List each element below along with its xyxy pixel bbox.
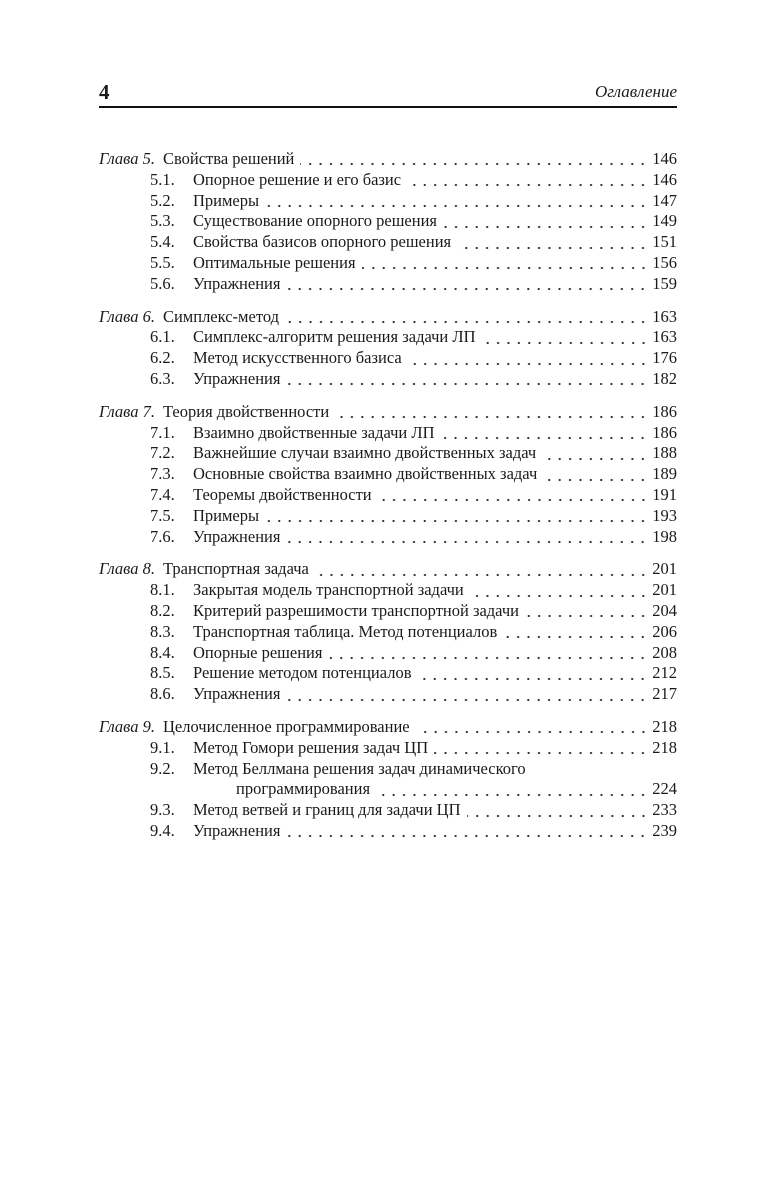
dot-leader bbox=[443, 225, 648, 229]
section-number: 9.4. bbox=[150, 820, 175, 840]
toc-section-entry[interactable] bbox=[99, 684, 677, 705]
toc-section-entry[interactable] bbox=[99, 800, 677, 821]
chapter-page: 201 bbox=[652, 559, 677, 579]
section-number: 5.4. bbox=[150, 232, 175, 252]
toc-chapter-group bbox=[99, 149, 677, 295]
toc-section-entry[interactable] bbox=[99, 211, 677, 232]
section-number: 8.5. bbox=[150, 663, 175, 683]
section-title: Упражнения bbox=[193, 820, 281, 840]
section-number: 8.6. bbox=[150, 684, 175, 704]
section-title: Решение методом потенциалов bbox=[193, 663, 412, 683]
toc-section-entry[interactable] bbox=[99, 738, 677, 759]
section-title: Свойства базисов опорного решения bbox=[193, 232, 452, 252]
section-page: 188 bbox=[652, 443, 677, 463]
toc-chapter-entry[interactable] bbox=[99, 559, 677, 580]
toc-section-entry[interactable] bbox=[99, 506, 677, 527]
running-header bbox=[99, 78, 677, 108]
section-number: 6.1. bbox=[150, 327, 175, 347]
chapter-label: Глава 7. bbox=[99, 401, 155, 421]
section-page: 151 bbox=[652, 232, 677, 252]
section-page: 163 bbox=[652, 327, 677, 347]
section-number: 6.2. bbox=[150, 348, 175, 368]
section-title: Метод Беллмана решения задач динамического bbox=[193, 758, 526, 778]
section-title: Примеры bbox=[193, 190, 260, 210]
dot-leader bbox=[335, 415, 648, 419]
section-number: 9.1. bbox=[150, 737, 175, 757]
toc-section-entry[interactable] bbox=[99, 327, 677, 348]
section-title: Примеры bbox=[193, 505, 260, 525]
section-number: 8.3. bbox=[150, 621, 175, 641]
dot-leader bbox=[286, 698, 648, 702]
chapter-title: Целочисленное программирование bbox=[162, 716, 410, 736]
dot-leader bbox=[470, 594, 649, 598]
chapter-label: Глава 8. bbox=[99, 559, 155, 579]
section-title-continuation: программирования bbox=[236, 779, 371, 799]
section-number: 5.3. bbox=[150, 211, 175, 231]
section-title: Метод Гомори решения задач ЦП bbox=[193, 737, 429, 757]
section-number: 7.5. bbox=[150, 505, 175, 525]
section-page: 201 bbox=[652, 580, 677, 600]
dot-leader bbox=[378, 498, 649, 502]
section-number: 6.3. bbox=[150, 368, 175, 388]
toc-section-entry[interactable] bbox=[99, 527, 677, 548]
toc-section-entry[interactable] bbox=[99, 348, 677, 369]
toc-chapter-entry[interactable] bbox=[99, 307, 677, 328]
section-number: 7.1. bbox=[150, 422, 175, 442]
toc-chapter-group bbox=[99, 402, 677, 548]
toc-chapter-entry[interactable] bbox=[99, 717, 677, 738]
section-page: 206 bbox=[652, 621, 677, 641]
section-title: Основные свойства взаимно двойственных задач bbox=[193, 464, 538, 484]
toc-section-entry[interactable] bbox=[99, 423, 677, 444]
section-title: Существование опорного решения bbox=[193, 211, 437, 231]
running-title: Оглавление bbox=[594, 82, 677, 101]
section-title: Симплекс-алгоритм решения задачи ЛП bbox=[193, 327, 476, 347]
toc-chapter-group bbox=[99, 559, 677, 705]
section-number: 9.3. bbox=[150, 800, 175, 820]
section-number: 7.6. bbox=[150, 526, 175, 546]
dot-leader bbox=[285, 320, 648, 324]
section-page: 191 bbox=[652, 484, 677, 504]
dot-leader bbox=[542, 457, 648, 461]
toc-section-entry[interactable] bbox=[99, 643, 677, 664]
toc-section-entry[interactable] bbox=[99, 622, 677, 643]
chapter-title: Теория двойственности bbox=[162, 401, 330, 421]
toc-section-entry[interactable] bbox=[99, 253, 677, 274]
section-page: 239 bbox=[652, 820, 677, 840]
dot-leader bbox=[408, 362, 649, 366]
section-page: 186 bbox=[652, 422, 677, 442]
toc-section-entry[interactable] bbox=[99, 601, 677, 622]
chapter-page: 163 bbox=[652, 306, 677, 326]
section-page: 193 bbox=[652, 505, 677, 525]
dot-leader bbox=[416, 730, 649, 734]
toc-chapter-entry[interactable] bbox=[99, 149, 677, 170]
section-number: 5.6. bbox=[150, 273, 175, 293]
toc-section-entry[interactable] bbox=[99, 485, 677, 506]
toc-section-entry[interactable] bbox=[99, 821, 677, 842]
section-title: Упражнения bbox=[193, 368, 281, 388]
dot-leader bbox=[434, 751, 648, 755]
chapter-label: Глава 5. bbox=[99, 149, 155, 168]
section-title: Метод искусственного базиса bbox=[193, 348, 402, 368]
section-number: 5.5. bbox=[150, 252, 175, 272]
section-title: Упражнения bbox=[193, 273, 281, 293]
section-number: 9.2. bbox=[150, 758, 175, 778]
chapter-page: 186 bbox=[652, 401, 677, 421]
toc-section-continuation[interactable] bbox=[99, 779, 677, 800]
toc-section-entry[interactable] bbox=[99, 663, 677, 684]
dot-leader bbox=[407, 183, 648, 187]
dot-leader bbox=[286, 834, 648, 838]
dot-leader bbox=[525, 614, 648, 618]
toc-section-entry[interactable] bbox=[99, 464, 677, 485]
dot-leader bbox=[440, 436, 648, 440]
section-page: 189 bbox=[652, 464, 677, 484]
toc-section-entry[interactable] bbox=[99, 191, 677, 212]
section-page: 233 bbox=[652, 800, 677, 820]
chapter-page: 146 bbox=[652, 149, 677, 168]
chapter-label: Глава 6. bbox=[99, 306, 155, 326]
dot-leader bbox=[376, 793, 648, 797]
dot-leader bbox=[543, 478, 648, 482]
section-page: 217 bbox=[652, 684, 677, 704]
dot-leader bbox=[286, 287, 648, 291]
toc-section-entry[interactable] bbox=[99, 580, 677, 601]
chapter-title: Свойства решений bbox=[162, 149, 295, 168]
section-page: 149 bbox=[652, 211, 677, 231]
section-page: 224 bbox=[652, 779, 677, 799]
dot-leader bbox=[300, 162, 648, 166]
page-number: 4 bbox=[99, 80, 110, 104]
section-title: Закрытая модель транспортной задачи bbox=[193, 580, 464, 600]
toc-section-entry[interactable] bbox=[99, 232, 677, 253]
toc-chapter-group bbox=[99, 717, 677, 842]
section-number: 8.2. bbox=[150, 600, 175, 620]
dot-leader bbox=[362, 266, 649, 270]
dot-leader bbox=[417, 677, 648, 681]
section-title: Опорные решения bbox=[193, 642, 323, 662]
section-page: 198 bbox=[652, 526, 677, 546]
chapter-title: Транспортная задача bbox=[162, 559, 309, 579]
toc-chapter-group bbox=[99, 307, 677, 390]
section-number: 5.1. bbox=[150, 169, 175, 189]
dot-leader bbox=[457, 246, 648, 250]
section-page: 182 bbox=[652, 368, 677, 388]
section-title: Теоремы двойственности bbox=[193, 484, 372, 504]
section-number: 8.1. bbox=[150, 580, 175, 600]
section-number: 7.2. bbox=[150, 443, 175, 463]
chapter-label: Глава 9. bbox=[99, 716, 155, 736]
section-title: Оптимальные решения bbox=[193, 252, 356, 272]
toc-section-entry[interactable] bbox=[99, 759, 677, 780]
section-title: Важнейшие случаи взаимно двойственных задач bbox=[193, 443, 537, 463]
section-page: 212 bbox=[652, 663, 677, 683]
toc-section-entry[interactable] bbox=[99, 170, 677, 191]
section-page: 208 bbox=[652, 642, 677, 662]
section-title: Транспортная таблица. Метод потенциалов bbox=[193, 621, 498, 641]
section-page: 147 bbox=[652, 190, 677, 210]
section-page: 176 bbox=[652, 348, 677, 368]
section-title: Упражнения bbox=[193, 526, 281, 546]
toc-section-entry[interactable] bbox=[99, 274, 677, 295]
chapter-page: 218 bbox=[652, 716, 677, 736]
section-page: 146 bbox=[652, 169, 677, 189]
section-title: Упражнения bbox=[193, 684, 281, 704]
section-number: 8.4. bbox=[150, 642, 175, 662]
table-of-contents bbox=[99, 149, 677, 854]
section-title: Метод ветвей и границ для задачи ЦП bbox=[193, 800, 461, 820]
dot-leader bbox=[286, 382, 648, 386]
section-number: 5.2. bbox=[150, 190, 175, 210]
section-page: 204 bbox=[652, 600, 677, 620]
dot-leader bbox=[265, 519, 648, 523]
dot-leader bbox=[328, 656, 648, 660]
section-page: 156 bbox=[652, 252, 677, 272]
toc-chapter-entry[interactable] bbox=[99, 402, 677, 423]
section-page: 159 bbox=[652, 273, 677, 293]
dot-leader bbox=[315, 573, 648, 577]
section-number: 7.3. bbox=[150, 464, 175, 484]
dot-leader bbox=[503, 635, 648, 639]
chapter-title: Симплекс-метод bbox=[162, 306, 279, 326]
dot-leader bbox=[482, 341, 649, 345]
toc-section-entry[interactable] bbox=[99, 443, 677, 464]
section-page: 218 bbox=[652, 737, 677, 757]
dot-leader bbox=[265, 204, 648, 208]
section-number: 7.4. bbox=[150, 484, 175, 504]
section-title: Опорное решение и его базис bbox=[193, 169, 402, 189]
section-title: Критерий разрешимости транспортной задачи bbox=[193, 600, 519, 620]
dot-leader bbox=[467, 814, 649, 818]
toc-section-entry[interactable] bbox=[99, 369, 677, 390]
dot-leader bbox=[286, 540, 648, 544]
section-title: Взаимно двойственные задачи ЛП bbox=[193, 422, 435, 442]
